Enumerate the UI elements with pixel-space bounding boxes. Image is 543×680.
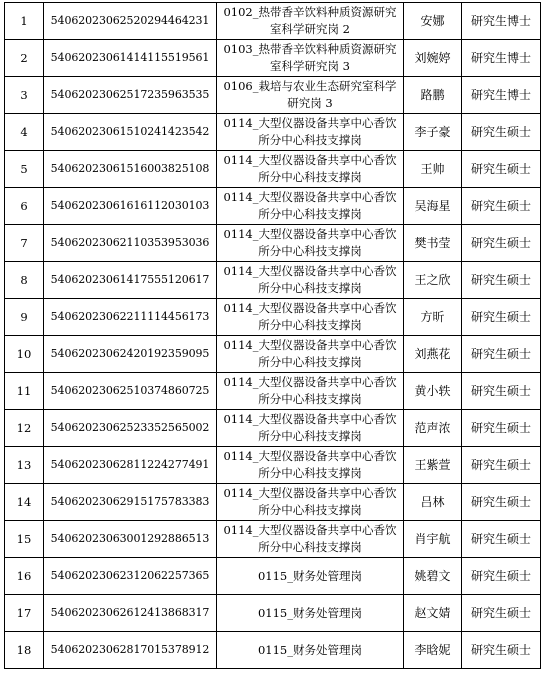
application-id: 54062023062517235963535 [44,77,217,114]
application-id: 54062023062817015378912 [44,632,217,669]
position-name: 0106_栽培与农业生态研究室科学研究岗 3 [217,77,404,114]
row-number: 13 [5,447,44,484]
degree: 研究生博士 [462,77,541,114]
table-row [5,225,541,262]
candidate-name: 刘燕花 [404,336,462,373]
candidate-name: 姚碧文 [404,558,462,595]
row-number: 10 [5,336,44,373]
row-number: 4 [5,114,44,151]
results-table [4,2,541,669]
degree: 研究生硕士 [462,484,541,521]
table-row [5,40,541,77]
degree: 研究生博士 [462,40,541,77]
row-number: 5 [5,151,44,188]
position-name: 0114_大型仪器设备共享中心香饮所分中心科技支撑岗 [217,225,404,262]
degree: 研究生硕士 [462,410,541,447]
row-number: 11 [5,373,44,410]
application-id: 54062023062510374860725 [44,373,217,410]
row-number: 6 [5,188,44,225]
application-id: 54062023061616112030103 [44,188,217,225]
table-row [5,410,541,447]
position-name: 0115_财务处管理岗 [217,558,404,595]
application-id: 54062023062612413868317 [44,595,217,632]
application-id: 54062023062811224277491 [44,447,217,484]
row-number: 3 [5,77,44,114]
candidate-name: 刘婉婷 [404,40,462,77]
application-id: 54062023062420192359095 [44,336,217,373]
row-number: 17 [5,595,44,632]
degree: 研究生硕士 [462,151,541,188]
table-row [5,336,541,373]
degree: 研究生硕士 [462,299,541,336]
table-row [5,114,541,151]
table-row [5,558,541,595]
row-number: 8 [5,262,44,299]
table-row [5,262,541,299]
position-name: 0114_大型仪器设备共享中心香饮所分中心科技支撑岗 [217,373,404,410]
candidate-name: 李子豪 [404,114,462,151]
application-id: 54062023062211114456173 [44,299,217,336]
table-row [5,521,541,558]
candidate-name: 王之欣 [404,262,462,299]
table-row [5,373,541,410]
degree: 研究生硕士 [462,521,541,558]
application-id: 54062023062312062257365 [44,558,217,595]
candidate-name: 王帅 [404,151,462,188]
position-name: 0114_大型仪器设备共享中心香饮所分中心科技支撑岗 [217,262,404,299]
candidate-name: 吴海星 [404,188,462,225]
position-name: 0114_大型仪器设备共享中心香饮所分中心科技支撑岗 [217,151,404,188]
degree: 研究生博士 [462,3,541,40]
degree: 研究生硕士 [462,225,541,262]
table-row [5,151,541,188]
position-name: 0114_大型仪器设备共享中心香饮所分中心科技支撑岗 [217,188,404,225]
candidate-name: 吕林 [404,484,462,521]
application-id: 54062023062915175783383 [44,484,217,521]
row-number: 15 [5,521,44,558]
position-name: 0114_大型仪器设备共享中心香饮所分中心科技支撑岗 [217,521,404,558]
application-id: 54062023062110353953036 [44,225,217,262]
table-row [5,447,541,484]
candidate-name: 赵文婧 [404,595,462,632]
degree: 研究生硕士 [462,595,541,632]
table-row [5,299,541,336]
degree: 研究生硕士 [462,336,541,373]
candidate-name: 樊书莹 [404,225,462,262]
degree: 研究生硕士 [462,558,541,595]
candidate-name: 安娜 [404,3,462,40]
degree: 研究生硕士 [462,114,541,151]
application-id: 54062023061414115519561 [44,40,217,77]
position-name: 0114_大型仪器设备共享中心香饮所分中心科技支撑岗 [217,114,404,151]
position-name: 0114_大型仪器设备共享中心香饮所分中心科技支撑岗 [217,336,404,373]
candidate-name: 王紫萱 [404,447,462,484]
table-row [5,595,541,632]
table-row [5,188,541,225]
position-name: 0114_大型仪器设备共享中心香饮所分中心科技支撑岗 [217,299,404,336]
row-number: 14 [5,484,44,521]
table-row [5,77,541,114]
row-number: 1 [5,3,44,40]
candidate-name: 方昕 [404,299,462,336]
row-number: 18 [5,632,44,669]
candidate-name: 范声浓 [404,410,462,447]
table-row [5,632,541,669]
degree: 研究生硕士 [462,447,541,484]
position-name: 0114_大型仪器设备共享中心香饮所分中心科技支撑岗 [217,447,404,484]
application-id: 54062023062520294464231 [44,3,217,40]
candidate-name: 黄小轶 [404,373,462,410]
application-id: 54062023063001292886513 [44,521,217,558]
position-name: 0103_热带香辛饮料种质资源研究室科学研究岗 3 [217,40,404,77]
row-number: 16 [5,558,44,595]
application-id: 54062023061417555120617 [44,262,217,299]
degree: 研究生硕士 [462,373,541,410]
row-number: 7 [5,225,44,262]
position-name: 0102_热带香辛饮料种质资源研究室科学研究岗 2 [217,3,404,40]
candidate-name: 李晗妮 [404,632,462,669]
position-name: 0115_财务处管理岗 [217,632,404,669]
position-name: 0115_财务处管理岗 [217,595,404,632]
degree: 研究生硕士 [462,632,541,669]
results-table-body [5,3,541,669]
candidate-name: 肖宇航 [404,521,462,558]
degree: 研究生硕士 [462,262,541,299]
table-row [5,484,541,521]
position-name: 0114_大型仪器设备共享中心香饮所分中心科技支撑岗 [217,410,404,447]
table-row [5,3,541,40]
application-id: 54062023062523352565002 [44,410,217,447]
application-id: 54062023061510241423542 [44,114,217,151]
candidate-name: 路鹏 [404,77,462,114]
position-name: 0114_大型仪器设备共享中心香饮所分中心科技支撑岗 [217,484,404,521]
degree: 研究生硕士 [462,188,541,225]
row-number: 2 [5,40,44,77]
row-number: 12 [5,410,44,447]
row-number: 9 [5,299,44,336]
application-id: 54062023061516003825108 [44,151,217,188]
